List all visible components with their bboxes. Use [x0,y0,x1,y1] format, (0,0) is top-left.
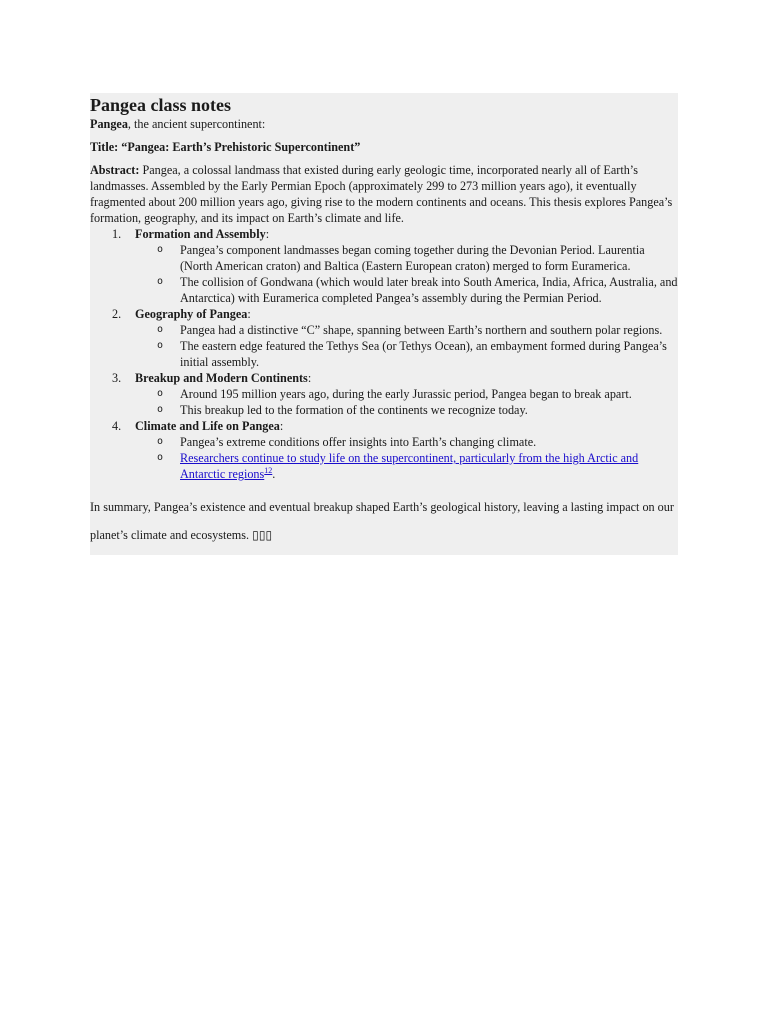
bullet-item [135,274,678,306]
bullet-icon: o [157,340,164,351]
section-item [90,370,678,418]
thesis-title: Title: “Pangea: Earth’s Prehistoric Supercontinent” [90,140,361,154]
abstract-label: Abstract: [90,163,140,177]
page-title: Pangea class notes [90,95,231,115]
section-list [90,226,678,482]
summary-paragraph: In summary, Pangea’s existence and eventual breakup shaped Earth’s geological history, leaving a lasting impact on our planet’s climate and ecosystems. ▯▯▯ [90,500,674,542]
bullet-item [135,322,678,338]
bullet-item [135,450,678,482]
bullet-text: The collision of Gondwana (which would later break into South America, India, Africa, Australia, and Antarctica) with Euramerica completed Pangea’s assembly during the Permian Period. [180,275,678,305]
intro-bold: Pangea [90,117,128,131]
section-colon: : [279,419,284,433]
bullet-item [135,402,678,418]
intro-rest: , the ancient supercontinent: [127,117,266,131]
section-item [90,226,678,306]
bullet-text: This breakup led to the formation of the continents we recognize today. [180,403,528,417]
section-heading: Geography of Pangea [135,307,248,321]
section-item [90,306,678,370]
bullet-item [135,338,678,370]
section-number: 2. [112,307,122,321]
bullet-list [135,242,678,306]
section-heading: Climate and Life on Pangea [135,419,280,433]
bullet-icon: o [157,244,164,255]
link-trailing-period: . [272,467,276,481]
bullet-text: The eastern edge featured the Tethys Sea (or Tethys Ocean), an embayment formed during Pangea’s initial assembly. [180,339,667,369]
bullet-icon: o [157,404,164,415]
section-colon: : [307,371,312,385]
document-page [90,93,678,555]
footnote-link[interactable]: 12 [264,465,273,475]
bullet-list [135,322,678,370]
intro-line [90,116,678,132]
bullet-icon: o [157,436,164,447]
section-number: 3. [112,371,122,385]
bullet-item [135,386,678,402]
bullet-list [135,434,678,482]
section-heading: Breakup and Modern Continents [135,371,308,385]
section-colon: : [265,227,270,241]
section-item [90,418,678,482]
bullet-item [135,434,678,450]
abstract [90,162,678,226]
section-number: 4. [112,419,122,433]
abstract-text: Pangea, a colossal landmass that existed during early geologic time, incorporated nearly all of Earth’s landmasses. Assembled by the Early Permian Epoch (approximately 299 to 273 million years ago), it eventually fragmented about 200 million years ago, giving rise to the modern continents and oceans. This thesis explores Pangea’s formation, geography, and its impact on Earth’s climate and life. [90,163,673,225]
research-link[interactable]: Researchers continue to study life on the supercontinent, particularly from the high Arctic and Antarctic regions [180,451,639,481]
bullet-text: Around 195 million years ago, during the early Jurassic period, Pangea began to break apart. [180,387,632,401]
bullet-list [135,386,678,418]
bullet-icon: o [157,324,164,335]
section-number: 1. [112,227,122,241]
bullet-icon: o [157,452,164,463]
bullet-item [135,242,678,274]
section-colon: : [247,307,251,321]
bullet-text: Pangea had a distinctive “C” shape, spanning between Earth’s northern and southern polar regions. [180,323,663,337]
bullet-icon: o [157,276,164,287]
bullet-icon: o [157,388,164,399]
bullet-text: Pangea’s extreme conditions offer insights into Earth’s changing climate. [180,435,537,449]
section-heading: Formation and Assembly [135,227,266,241]
bullet-text: Pangea’s component landmasses began coming together during the Devonian Period. Laurentia (North American craton) and Baltica (Eastern European craton) merged to form Euramerica. [180,243,645,273]
